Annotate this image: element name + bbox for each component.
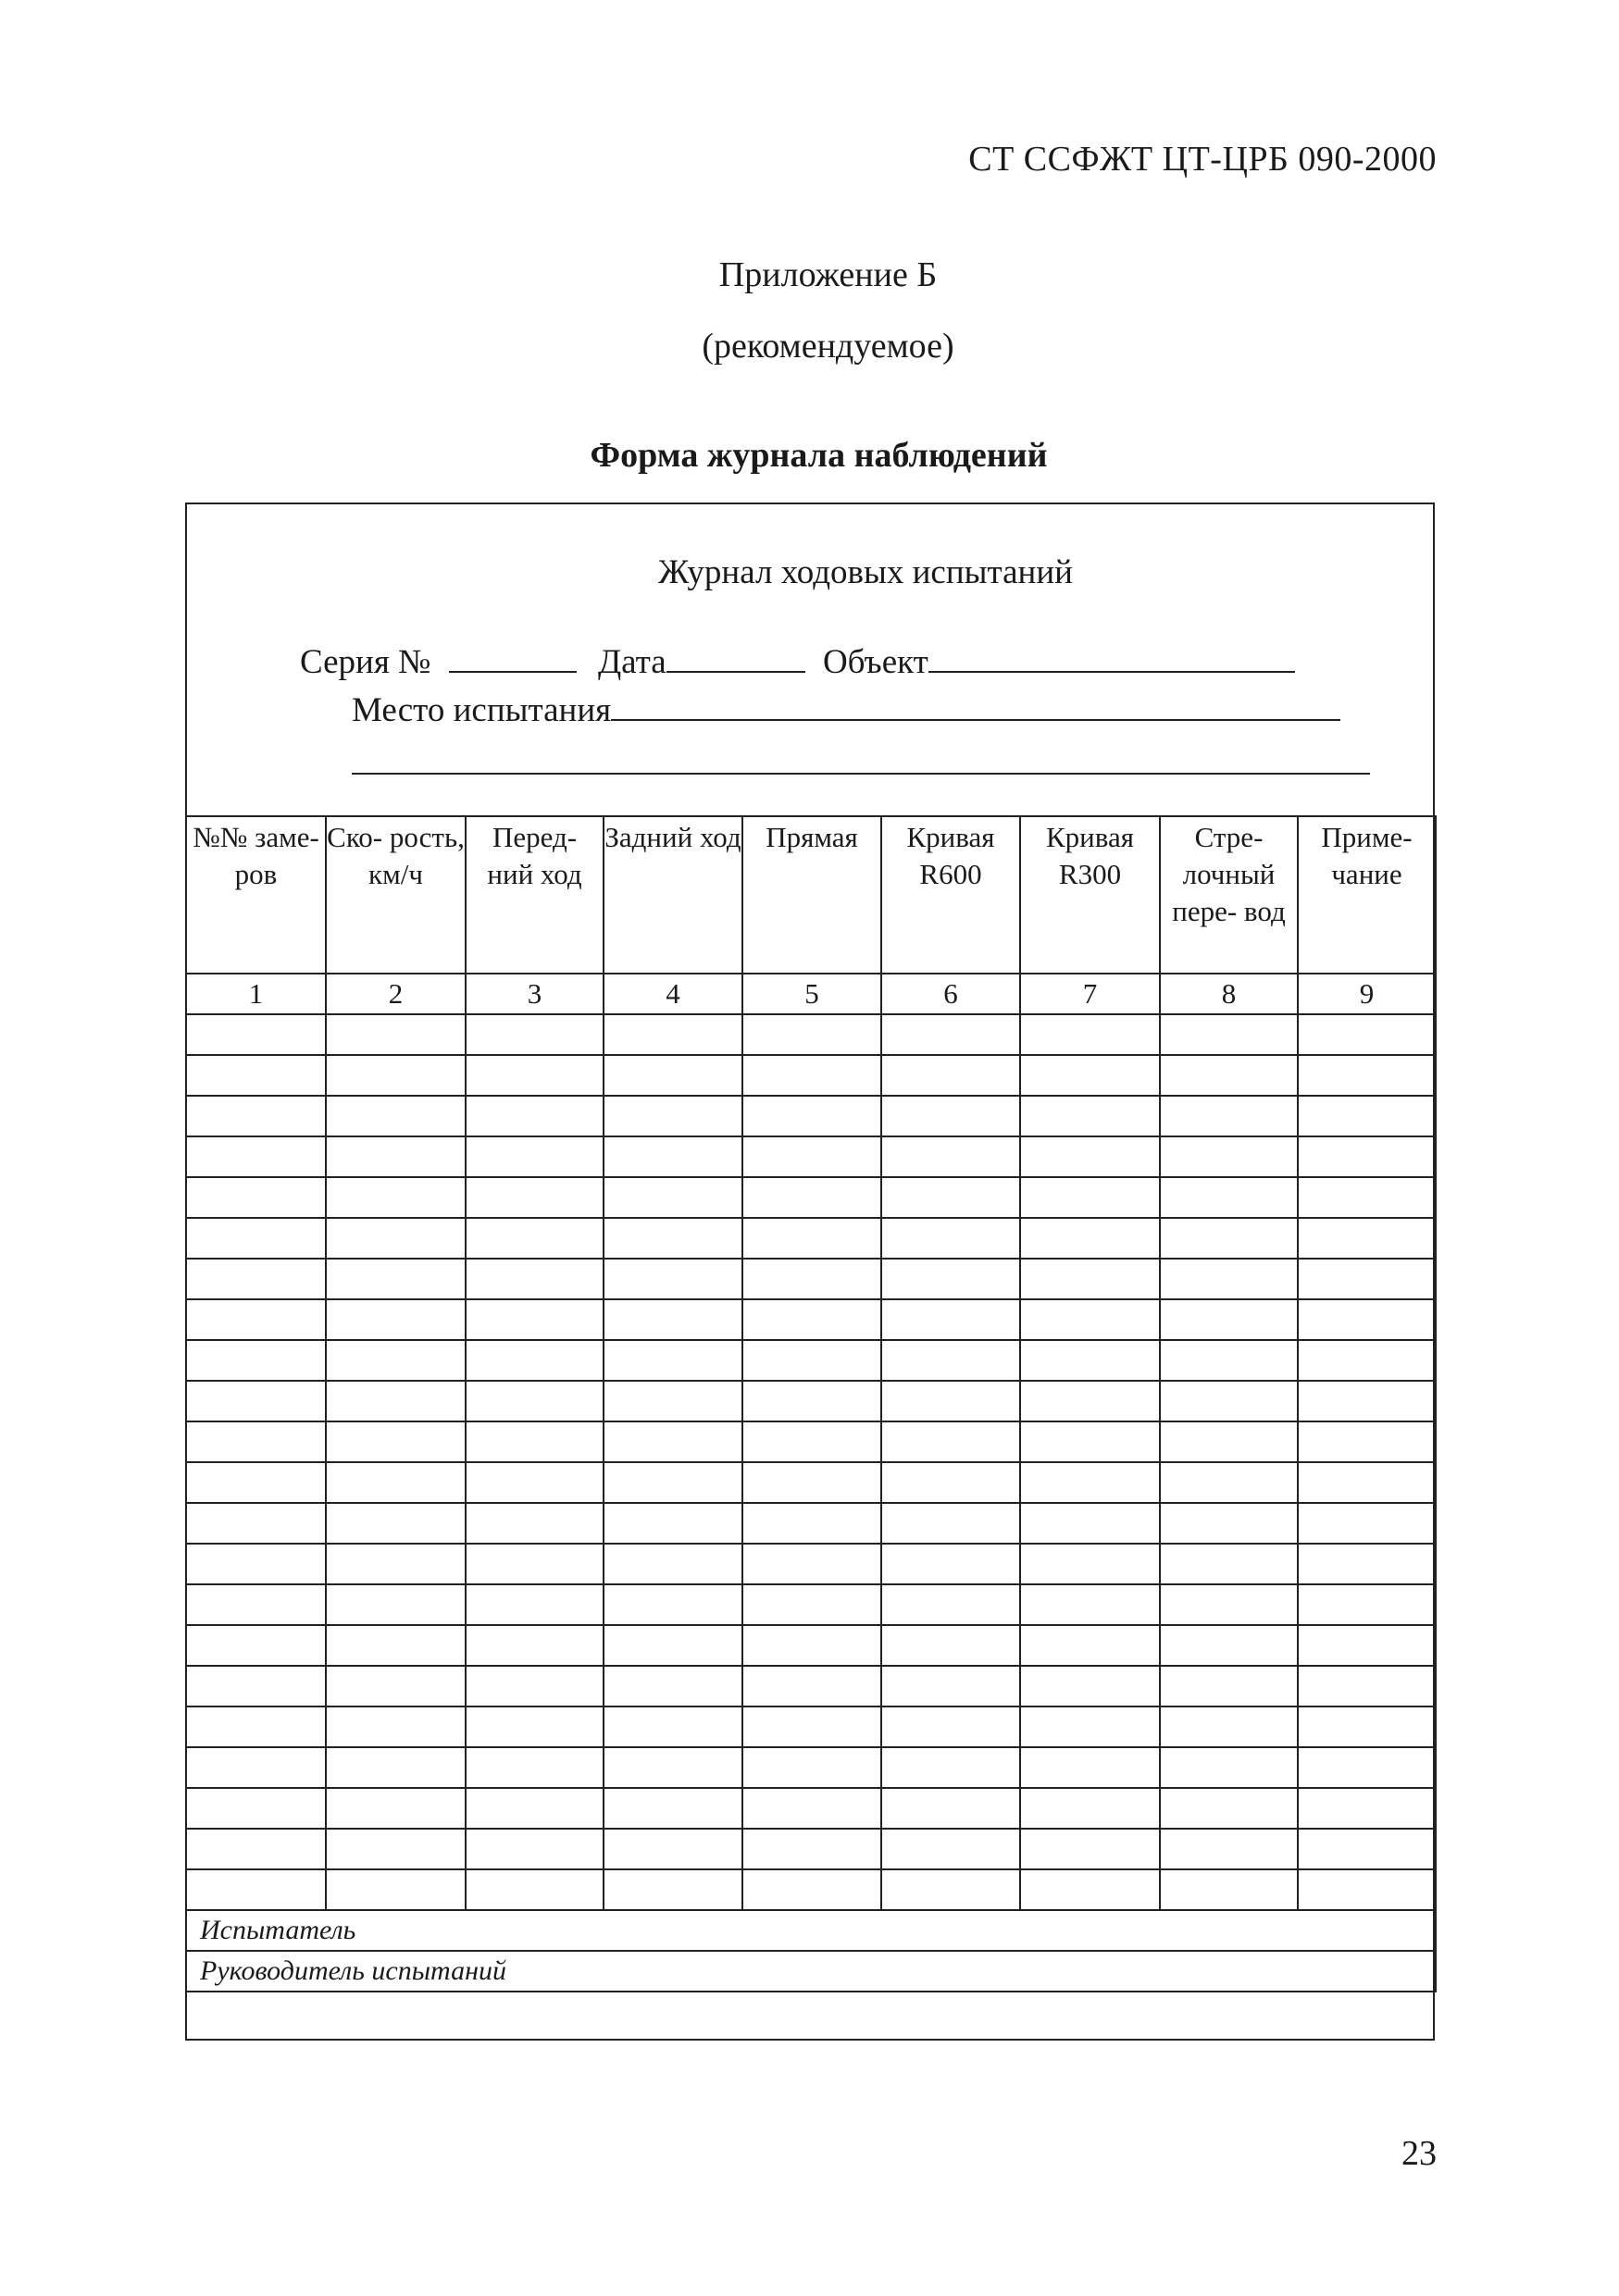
table-row [186, 1421, 1436, 1462]
observations-table [185, 815, 1437, 1992]
table-cell[interactable] [604, 1177, 742, 1218]
date-field[interactable] [666, 641, 805, 673]
table-cell[interactable] [326, 1584, 466, 1625]
table-cell[interactable] [604, 1136, 742, 1177]
table-cell[interactable] [326, 1666, 466, 1706]
table-cell[interactable] [326, 1340, 466, 1381]
table-cell[interactable] [881, 1503, 1020, 1544]
table-cell[interactable] [742, 1706, 881, 1747]
table-cell[interactable] [604, 1096, 742, 1136]
table-cell[interactable] [1160, 1259, 1298, 1299]
table-cell[interactable] [742, 1340, 881, 1381]
table-cell[interactable] [881, 1177, 1020, 1218]
table-cell[interactable] [466, 1462, 604, 1503]
table-cell[interactable] [1020, 1218, 1160, 1259]
table-cell[interactable] [742, 1299, 881, 1340]
column-header: №№ заме- ров [186, 816, 326, 974]
table-cell[interactable] [1020, 1055, 1160, 1096]
table-cell[interactable] [604, 1340, 742, 1381]
table-cell[interactable] [1160, 1747, 1298, 1788]
table-cell[interactable] [1020, 1462, 1160, 1503]
table-row [186, 1340, 1436, 1381]
table-row [186, 1706, 1436, 1747]
place-label: Место испытания [352, 691, 612, 729]
table-cell[interactable] [186, 1584, 326, 1625]
table-cell[interactable] [1298, 1462, 1436, 1503]
table-cell[interactable] [881, 1869, 1020, 1910]
table-cell[interactable] [1160, 1299, 1298, 1340]
table-row [186, 1218, 1436, 1259]
column-number: 9 [1298, 974, 1436, 1014]
table-cell[interactable] [604, 1055, 742, 1096]
series-label: Серия № [300, 643, 431, 681]
table-cell[interactable] [742, 1503, 881, 1544]
column-header: Приме- чание [1298, 816, 1436, 974]
table-cell[interactable] [326, 1462, 466, 1503]
table-cell[interactable] [742, 1666, 881, 1706]
table-cell[interactable] [186, 1136, 326, 1177]
column-number: 6 [881, 974, 1020, 1014]
column-header: Перед- ний ход [466, 816, 604, 974]
table-cell[interactable] [186, 1218, 326, 1259]
table-cell[interactable] [742, 1055, 881, 1096]
table-cell[interactable] [1020, 1177, 1160, 1218]
table-cell[interactable] [742, 1421, 881, 1462]
table-cell[interactable] [186, 1381, 326, 1421]
table-cell[interactable] [1020, 1706, 1160, 1747]
series-field[interactable] [449, 641, 577, 673]
table-cell[interactable] [1020, 1259, 1160, 1299]
table-cell[interactable] [1160, 1136, 1298, 1177]
signature-row-manager [186, 1951, 1436, 1992]
table-cell[interactable] [604, 1625, 742, 1666]
place-field[interactable] [611, 689, 1340, 721]
table-cell[interactable] [1020, 1584, 1160, 1625]
table-cell[interactable] [1160, 1666, 1298, 1706]
table-cell[interactable] [1298, 1055, 1436, 1096]
table-header-row [186, 816, 1436, 974]
signature-row-tester [186, 1910, 1436, 1951]
table-cell[interactable] [466, 1136, 604, 1177]
table-cell[interactable] [742, 1381, 881, 1421]
table-cell[interactable] [326, 1259, 466, 1299]
table-cell[interactable] [1020, 1340, 1160, 1381]
table-body [186, 1014, 1436, 1910]
table-cell[interactable] [881, 1462, 1020, 1503]
table-cell[interactable] [742, 1096, 881, 1136]
table-cell[interactable] [466, 1788, 604, 1829]
table-cell[interactable] [742, 1869, 881, 1910]
table-cell[interactable] [466, 1706, 604, 1747]
column-header: Ско- рость, км/ч [326, 816, 466, 974]
table-cell[interactable] [1160, 1218, 1298, 1259]
table-cell[interactable] [1298, 1829, 1436, 1869]
table-cell[interactable] [326, 1299, 466, 1340]
table-cell[interactable] [604, 1218, 742, 1259]
table-cell[interactable] [881, 1299, 1020, 1340]
table-cell[interactable] [186, 1421, 326, 1462]
table-cell[interactable] [186, 1544, 326, 1584]
table-cell[interactable] [881, 1829, 1020, 1869]
table-cell[interactable] [742, 1584, 881, 1625]
table-cell[interactable] [881, 1666, 1020, 1706]
appendix-title: Приложение Б [718, 255, 938, 294]
table-row [186, 1055, 1436, 1096]
table-cell[interactable] [1020, 1096, 1160, 1136]
table-cell[interactable] [186, 1829, 326, 1869]
table-row [186, 1381, 1436, 1421]
table-row [186, 1584, 1436, 1625]
table-cell[interactable] [604, 1544, 742, 1584]
place-line [352, 689, 1340, 730]
table-cell[interactable] [742, 1788, 881, 1829]
table-cell[interactable] [1298, 1136, 1436, 1177]
table-cell[interactable] [466, 1421, 604, 1462]
table-cell[interactable] [326, 1706, 466, 1747]
table-cell[interactable] [466, 1299, 604, 1340]
table-cell[interactable] [1298, 1666, 1436, 1706]
table-cell[interactable] [466, 1544, 604, 1584]
table-cell[interactable] [742, 1177, 881, 1218]
table-cell[interactable] [186, 1462, 326, 1503]
table-cell[interactable] [604, 1788, 742, 1829]
table-cell[interactable] [466, 1014, 604, 1055]
table-cell[interactable] [604, 1014, 742, 1055]
table-cell[interactable] [881, 1055, 1020, 1096]
table-cell[interactable] [1020, 1503, 1160, 1544]
table-cell[interactable] [1160, 1788, 1298, 1829]
table-cell[interactable] [881, 1381, 1020, 1421]
table-cell[interactable] [326, 1544, 466, 1584]
table-cell[interactable] [742, 1136, 881, 1177]
table-cell[interactable] [604, 1706, 742, 1747]
journal-header [187, 504, 1433, 816]
table-cell[interactable] [466, 1340, 604, 1381]
table-cell[interactable] [1160, 1055, 1298, 1096]
table-cell[interactable] [186, 1096, 326, 1136]
table-cell[interactable] [1160, 1869, 1298, 1910]
column-number: 8 [1160, 974, 1298, 1014]
table-row [186, 1747, 1436, 1788]
column-header: Задний ход [604, 816, 742, 974]
table-cell[interactable] [1160, 1096, 1298, 1136]
table-cell[interactable] [326, 1381, 466, 1421]
object-field[interactable] [928, 641, 1295, 673]
table-cell[interactable] [604, 1869, 742, 1910]
table-cell[interactable] [1298, 1218, 1436, 1259]
table-cell[interactable] [881, 1584, 1020, 1625]
table-cell[interactable] [742, 1218, 881, 1259]
table-cell[interactable] [326, 1625, 466, 1666]
table-row [186, 1136, 1436, 1177]
table-cell[interactable] [466, 1055, 604, 1096]
table-row [186, 1096, 1436, 1136]
column-header: Кривая R600 [881, 816, 1020, 974]
object-label: Объект [822, 643, 928, 681]
table-cell[interactable] [186, 1299, 326, 1340]
table-cell[interactable] [604, 1503, 742, 1544]
table-cell[interactable] [466, 1218, 604, 1259]
journal-form [185, 503, 1435, 2041]
form-title: Форма журнала наблюдений [590, 436, 1048, 475]
table-cell[interactable] [1020, 1544, 1160, 1584]
table-cell[interactable] [604, 1381, 742, 1421]
column-header: Кривая R300 [1020, 816, 1160, 974]
table-row [186, 1299, 1436, 1340]
table-cell[interactable] [742, 1747, 881, 1788]
table-cell[interactable] [742, 1625, 881, 1666]
table-cell[interactable] [1298, 1299, 1436, 1340]
table-cell[interactable] [742, 1462, 881, 1503]
table-cell[interactable] [1298, 1869, 1436, 1910]
table-cell[interactable] [466, 1177, 604, 1218]
column-number: 4 [604, 974, 742, 1014]
appendix-subtitle: (рекомендуемое) [702, 327, 954, 366]
table-cell[interactable] [881, 1788, 1020, 1829]
manager-signature-line[interactable]: Руководитель испытаний [186, 1951, 1436, 1992]
column-number: 2 [326, 974, 466, 1014]
table-cell[interactable] [326, 1136, 466, 1177]
table-cell[interactable] [1298, 1381, 1436, 1421]
table-cell[interactable] [604, 1747, 742, 1788]
table-cell[interactable] [1298, 1788, 1436, 1829]
table-cell[interactable] [1160, 1706, 1298, 1747]
table-cell[interactable] [881, 1625, 1020, 1666]
table-cell[interactable] [1298, 1544, 1436, 1584]
document-code: СТ ССФЖТ ЦТ-ЦРБ 090-2000 [968, 140, 1437, 179]
table-cell[interactable] [186, 1747, 326, 1788]
table-cell[interactable] [1020, 1136, 1160, 1177]
table-cell[interactable] [466, 1259, 604, 1299]
table-cell[interactable] [1020, 1421, 1160, 1462]
table-cell[interactable] [186, 1177, 326, 1218]
column-number: 5 [742, 974, 881, 1014]
table-cell[interactable] [742, 1014, 881, 1055]
table-cell[interactable] [1298, 1340, 1436, 1381]
table-cell[interactable] [1160, 1421, 1298, 1462]
table-cell[interactable] [466, 1666, 604, 1706]
table-cell[interactable] [1160, 1625, 1298, 1666]
table-cell[interactable] [881, 1218, 1020, 1259]
table-cell[interactable] [1020, 1014, 1160, 1055]
table-row [186, 1666, 1436, 1706]
table-cell[interactable] [1020, 1869, 1160, 1910]
tester-signature-line[interactable]: Испытатель [186, 1910, 1436, 1951]
table-cell[interactable] [186, 1014, 326, 1055]
table-cell[interactable] [1298, 1177, 1436, 1218]
journal-fields-line [300, 641, 1295, 682]
table-row [186, 1177, 1436, 1218]
table-cell[interactable] [1160, 1503, 1298, 1544]
table-cell[interactable] [466, 1829, 604, 1869]
table-cell[interactable] [1298, 1421, 1436, 1462]
table-cell[interactable] [466, 1747, 604, 1788]
table-cell[interactable] [186, 1503, 326, 1544]
table-row [186, 1829, 1436, 1869]
table-cell[interactable] [1298, 1014, 1436, 1055]
table-cell[interactable] [186, 1706, 326, 1747]
table-cell[interactable] [466, 1584, 604, 1625]
table-cell[interactable] [1020, 1299, 1160, 1340]
table-cell[interactable] [1020, 1666, 1160, 1706]
table-cell[interactable] [466, 1869, 604, 1910]
table-cell[interactable] [1160, 1462, 1298, 1503]
table-cell[interactable] [604, 1584, 742, 1625]
table-cell[interactable] [604, 1259, 742, 1299]
table-cell[interactable] [1298, 1096, 1436, 1136]
table-cell[interactable] [1298, 1584, 1436, 1625]
column-number: 1 [186, 974, 326, 1014]
table-cell[interactable] [881, 1014, 1020, 1055]
table-cell[interactable] [326, 1869, 466, 1910]
table-cell[interactable] [1020, 1747, 1160, 1788]
table-cell[interactable] [1160, 1340, 1298, 1381]
table-cell[interactable] [326, 1218, 466, 1259]
journal-title: Журнал ходовых испытаний [658, 553, 1073, 591]
column-header: Прямая [742, 816, 881, 974]
table-row [186, 1503, 1436, 1544]
table-cell[interactable] [1160, 1584, 1298, 1625]
table-cell[interactable] [466, 1096, 604, 1136]
table-cell[interactable] [881, 1096, 1020, 1136]
table-cell[interactable] [466, 1625, 604, 1666]
table-cell[interactable] [1160, 1014, 1298, 1055]
table-cell[interactable] [186, 1869, 326, 1910]
table-cell[interactable] [326, 1421, 466, 1462]
column-number: 7 [1020, 974, 1160, 1014]
table-cell[interactable] [1160, 1544, 1298, 1584]
table-cell[interactable] [1160, 1381, 1298, 1421]
table-cell[interactable] [326, 1503, 466, 1544]
table-cell[interactable] [742, 1259, 881, 1299]
table-row [186, 1462, 1436, 1503]
table-cell[interactable] [604, 1421, 742, 1462]
table-cell[interactable] [881, 1259, 1020, 1299]
table-cell[interactable] [186, 1788, 326, 1829]
table-cell[interactable] [326, 1177, 466, 1218]
column-number: 3 [466, 974, 604, 1014]
table-cell[interactable] [326, 1014, 466, 1055]
table-cell[interactable] [186, 1666, 326, 1706]
table-cell[interactable] [186, 1340, 326, 1381]
table-cell[interactable] [742, 1829, 881, 1869]
table-cell[interactable] [742, 1544, 881, 1584]
table-cell[interactable] [466, 1381, 604, 1421]
table-row [186, 1259, 1436, 1299]
table-cell[interactable] [881, 1421, 1020, 1462]
table-cell[interactable] [326, 1829, 466, 1869]
place-field-continuation[interactable] [352, 773, 1370, 775]
table-cell[interactable] [604, 1829, 742, 1869]
table-cell[interactable] [881, 1340, 1020, 1381]
table-cell[interactable] [604, 1666, 742, 1706]
table-cell[interactable] [881, 1706, 1020, 1747]
table-cell[interactable] [326, 1747, 466, 1788]
column-number-row [186, 974, 1436, 1014]
table-cell[interactable] [326, 1096, 466, 1136]
table-cell[interactable] [186, 1625, 326, 1666]
table-cell[interactable] [1298, 1503, 1436, 1544]
table-cell[interactable] [1298, 1625, 1436, 1666]
table-cell[interactable] [186, 1259, 326, 1299]
table-cell[interactable] [186, 1055, 326, 1096]
table-cell[interactable] [1298, 1259, 1436, 1299]
table-cell[interactable] [604, 1299, 742, 1340]
table-cell[interactable] [1298, 1747, 1436, 1788]
table-cell[interactable] [881, 1747, 1020, 1788]
table-cell[interactable] [1160, 1177, 1298, 1218]
table-row [186, 1625, 1436, 1666]
table-cell[interactable] [326, 1055, 466, 1096]
date-label: Дата [597, 643, 666, 681]
table-cell[interactable] [1298, 1706, 1436, 1747]
table-row [186, 1869, 1436, 1910]
table-row [186, 1544, 1436, 1584]
table-cell[interactable] [604, 1462, 742, 1503]
table-cell[interactable] [466, 1503, 604, 1544]
table-cell[interactable] [881, 1136, 1020, 1177]
table-row [186, 1014, 1436, 1055]
table-row [186, 1788, 1436, 1829]
table-cell[interactable] [1020, 1788, 1160, 1829]
table-cell[interactable] [326, 1788, 466, 1829]
table-cell[interactable] [1020, 1625, 1160, 1666]
table-cell[interactable] [1020, 1381, 1160, 1421]
column-header: Стре- лочный пере- вод [1160, 816, 1298, 974]
table-cell[interactable] [1020, 1829, 1160, 1869]
table-cell[interactable] [1160, 1829, 1298, 1869]
table-cell[interactable] [881, 1544, 1020, 1584]
page-number: 23 [1401, 2134, 1437, 2173]
